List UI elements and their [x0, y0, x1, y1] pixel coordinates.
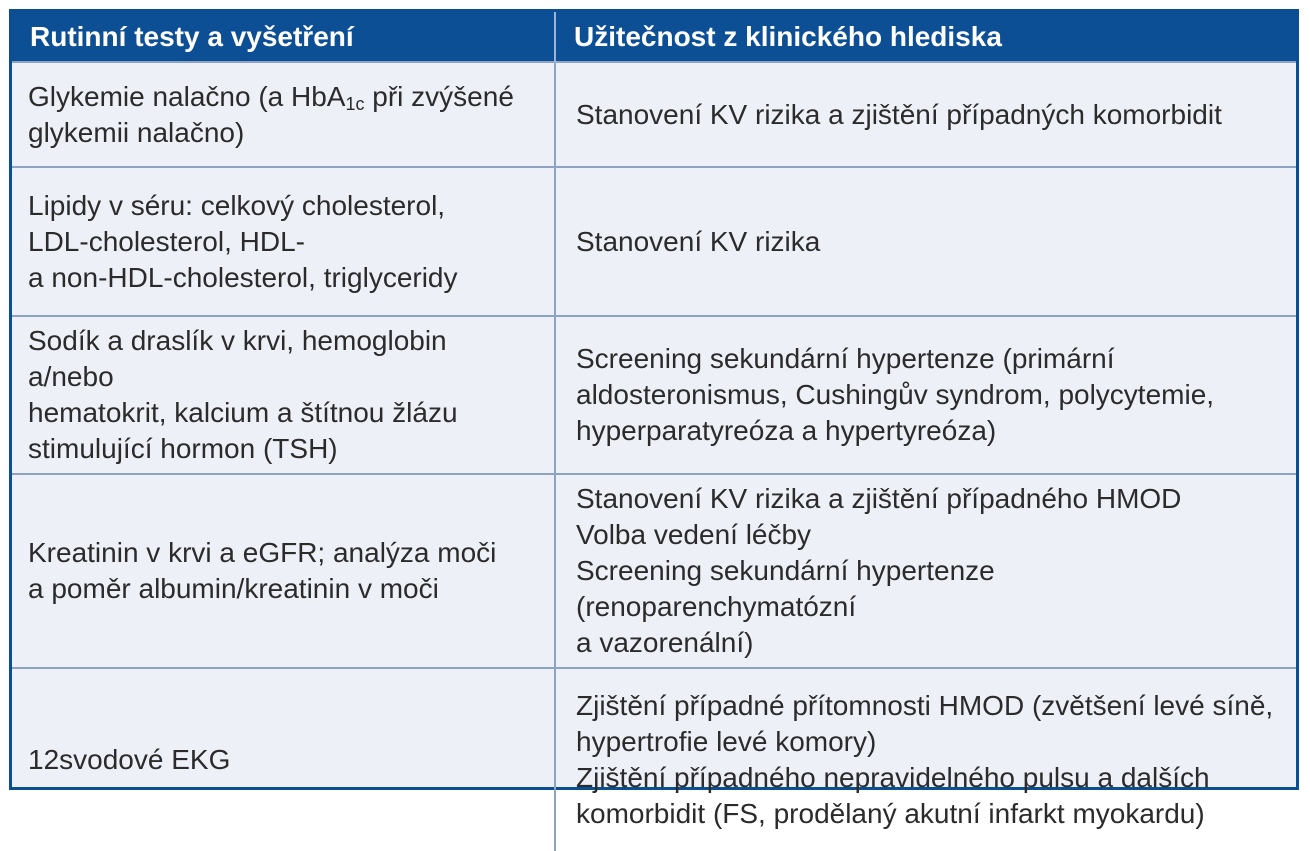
test-line: a non-HDL-cholesterol, triglyceridy [28, 261, 458, 293]
test-cell [12, 474, 555, 668]
usefulness-line: Zjištění případné přítomnosti HMOD (zvětšení levé síně, [576, 690, 1274, 721]
test-cell [12, 167, 555, 316]
test-cell [12, 62, 555, 167]
usefulness-line: Stanovení KV rizika [576, 225, 821, 257]
test-line: 12svodové EKG [28, 744, 231, 775]
usefulness-line: Volba vedení léčby [576, 519, 812, 550]
table-row [12, 62, 1296, 167]
usefulness-line: Zjištění případného nepravidelného pulsu a dalších [576, 762, 1210, 793]
test-line: Lipidy v séru: celkový cholesterol, [28, 189, 446, 221]
usefulness-line: a vazorenální) [576, 627, 754, 658]
test-line: a poměr albumin/kreatinin v moči [28, 573, 439, 604]
usefulness-line: Screening sekundární hypertenze (renoparenchymatózní [576, 555, 995, 622]
test-line: Sodík a draslík v krvi, hemoglobin a/nebo [28, 325, 447, 392]
usefulness-line: komorbidit (FS, prodělaný akutní infarkt myokardu) [576, 798, 1205, 829]
usefulness-line: hypertrofie levé komory) [576, 726, 877, 757]
usefulness-cell [555, 167, 1296, 316]
table-row [12, 668, 1296, 851]
table-frame [9, 9, 1299, 829]
header-usefulness: Užitečnost z klinického hlediska [555, 12, 1296, 62]
header-row [12, 12, 1296, 62]
test-line: Kreatinin v krvi a eGFR; analýza moči [28, 537, 497, 568]
usefulness-cell [555, 668, 1296, 851]
test-cell [12, 316, 555, 474]
tests-table [12, 12, 1296, 851]
usefulness-line: hyperparatyreóza a hypertyreóza) [576, 415, 997, 446]
test-line: Glykemie nalačno (a HbA$_{1c}$ při zvýšené [28, 80, 514, 114]
usefulness-cell [555, 316, 1296, 474]
usefulness-line: Stanovení KV rizika a zjištění případných komorbidit [576, 98, 1222, 130]
test-line: LDL-cholesterol, HDL- [28, 225, 305, 257]
table-row [12, 474, 1296, 668]
table-row [12, 167, 1296, 316]
usefulness-line: Screening sekundární hypertenze (primární [576, 343, 1115, 374]
usefulness-line: aldosteronismus, Cushingův syndrom, polycytemie, [576, 379, 1215, 410]
test-line: hematokrit, kalcium a štítnou žlázu [28, 397, 458, 428]
table-row [12, 316, 1296, 474]
usefulness-cell [555, 62, 1296, 167]
test-line: glykemii nalačno) [28, 116, 245, 148]
usefulness-cell [555, 474, 1296, 668]
usefulness-line: Stanovení KV rizika a zjištění případného HMOD [576, 483, 1182, 514]
test-cell [12, 668, 555, 851]
test-line: stimulující hormon (TSH) [28, 433, 338, 464]
header-tests: Rutinní testy a vyšetření [12, 12, 555, 62]
